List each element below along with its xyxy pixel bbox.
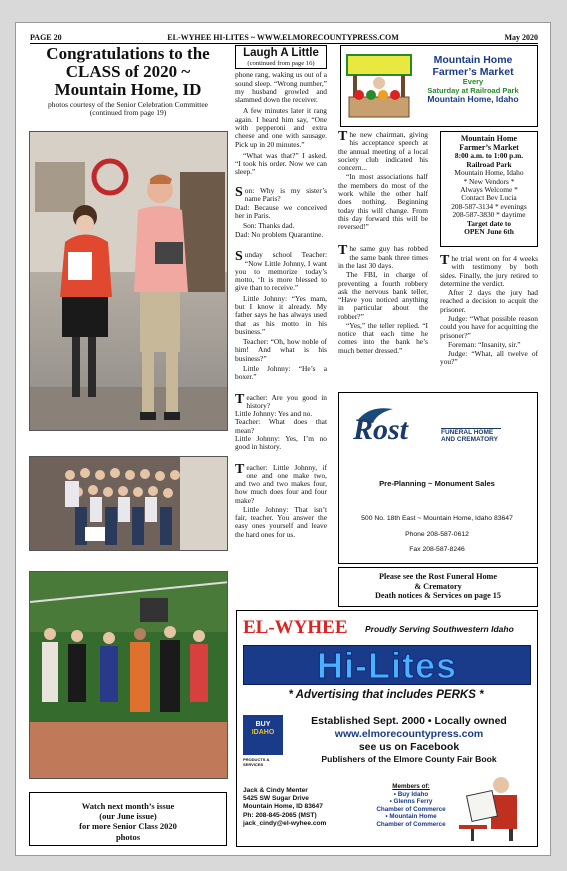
joke-bank-robber [338, 245, 428, 355]
laugh-title-box [235, 45, 327, 69]
ad-facebook: see us on Facebook [358, 741, 460, 754]
congrats-line3: Mountain Home, ID [54, 79, 202, 99]
joke-text: Dad: No problem Quarantine. [235, 230, 324, 240]
laugh-p1: phone rang, waking us out of a sound sleep. “Wrong number,” my husband growled and slammed down the receiver. [235, 70, 327, 105]
box-open: OPEN June 6th [464, 227, 514, 237]
joke-text: Judge: “What, all twelve of you?” [440, 349, 538, 367]
rost-name: Rost [353, 413, 409, 446]
joke-text: Little Johnny: That isn’t fair, teacher. You answer the easy ones yourself and leave the hard ones for us. [235, 504, 327, 539]
box-welcome: Always Welcome * [460, 184, 518, 194]
box-phone-daytime: 208-587-3830 * daytime [452, 210, 526, 220]
box-title2: Farmer’s Market [459, 143, 519, 153]
joke-text: on: Why is my sister’s name Paris? [244, 185, 327, 203]
laugh-continued: (continued from page 16) [247, 59, 315, 67]
box-city: Mountain Home, Idaho [454, 168, 524, 178]
continued-note: (continued from page 19) [89, 107, 167, 117]
watch-line2: (our June issue) [99, 811, 157, 822]
joke-text: Teacher: What does that mean? [235, 417, 327, 435]
produce-stand-icon [345, 53, 413, 121]
rost-contact [339, 511, 535, 558]
joke-text: Dad: Because we conceived her in Paris. [235, 203, 327, 221]
buy-idaho-1: BUY [255, 721, 271, 728]
ad-member-4: • Mountain Home [385, 813, 437, 821]
joke-text: Teacher: “Oh, how noble of him! And what is his business?” [235, 337, 327, 363]
box-vendors: * New Vendors * [463, 176, 515, 186]
group-illustration [30, 457, 228, 551]
ad-member-1: • Buy Idaho [393, 790, 429, 798]
joke-chairman [338, 131, 428, 231]
ad-url: www.elmorecountypress.com [334, 728, 484, 741]
joke-text: “In most associations half the members do most of the work while the other half does nothing. Beginning today this will change. From this day forward this will be reversed!” [338, 172, 428, 232]
congrats-heading [28, 45, 228, 117]
ad-contact [243, 787, 326, 828]
joke-text: Little Johnny: Yes, I’m no good in history. [235, 433, 327, 452]
ad-contact-email: jack_cindy@el-wyhee.com [243, 819, 327, 827]
watch-next-issue-box [29, 792, 227, 846]
ad-info [289, 715, 529, 765]
joke-sunday-school [235, 251, 327, 381]
dropcap: S [235, 184, 243, 200]
buy-idaho-3: PRODUCTS & SERVICES [243, 757, 270, 767]
rost-address: 500 No. 18th East ~ Mountain Home, Idaho 83647 [361, 515, 513, 522]
joke-text: Son: Thanks dad. [243, 220, 295, 230]
watch-line3: for more Senior Class 2020 [79, 821, 177, 832]
ad-serving: Proudly Serving Southwestern Idaho [365, 624, 514, 634]
box-title1: Mountain Home [460, 134, 518, 143]
market-every: Every [462, 77, 484, 87]
farmers-market-ad [340, 45, 538, 127]
joke-text: he new chairman, giving his acceptance speech at the annual meeting of a local society club indicated his concern... [338, 130, 428, 173]
students-illustration [30, 132, 228, 431]
farmers-market-box [440, 131, 538, 247]
column-four [440, 255, 538, 370]
dropcap: T [440, 253, 450, 268]
rost-fax: Fax 208-587-8246 [409, 546, 465, 554]
joke-paris [235, 184, 327, 240]
joke-text: eacher: Little Johnny, if one and one make two, and two and two makes four, how much does four and four make? [235, 462, 327, 505]
rost-preplanning: Pre-Planning ~ Monument Sales [379, 479, 495, 488]
dropcap: T [235, 391, 245, 407]
hilites-ad [236, 610, 538, 847]
joke-text: unday school Teacher: “Now Little Johnny, I want you to memorize today’s motto, ‘It is more blessed to give than to receive.” [235, 250, 327, 293]
laugh-p3: “What was that?” I asked. “I took his order. Now we can sleep.” [235, 150, 327, 177]
ad-contact-names: Jack & Cindy Menter [243, 787, 308, 794]
laugh-column [235, 45, 327, 545]
dropcap: T [338, 243, 348, 259]
column-three [338, 131, 428, 361]
header-masthead: EL-WYHEE HI-LITES ~ WWW.ELMORECOUNTYPRESS.COM [167, 33, 399, 42]
joke-four-and-four [235, 461, 327, 540]
joke-text: Little Johnny: “He’s a boxer.” [235, 363, 327, 382]
ad-member-2: • Glenns Ferry [389, 798, 433, 806]
photo-two-students [29, 131, 228, 431]
joke-text: he trial went on for 4 weeks with testimony by both sides. Finally, the jury retired to determine the verdict. [440, 254, 538, 288]
market-city: Mountain Home, Idaho [427, 94, 519, 105]
ad-brand: EL-WYHEE [243, 617, 348, 638]
laugh-title: Laugh A Little [243, 47, 319, 59]
congrats-line1: Congratulations to the [46, 44, 210, 63]
dropcap: T [235, 461, 245, 477]
joke-text: The FBI, in charge of preventing a fourth robbery ask the nervous bank teller, “Have you noticed anything in particular about the robber?” [338, 270, 428, 321]
header-date: May 2020 [504, 33, 538, 42]
market-sat: Saturday at Railroad Park [427, 85, 519, 95]
rost-sub2: AND CREMATORY [441, 436, 498, 444]
joke-text: he same guy has robbed the same bank three times in the last 30 days. [338, 244, 428, 270]
watch-line1: Watch next month’s issue [81, 801, 175, 811]
joke-text: “Yes,” the teller replied. “I notice that each time he comes into the bank he’s much better dressed.” [338, 320, 428, 355]
market-title2: Farmer’s Market [432, 66, 514, 79]
rost-notice-line2: & Crematory [414, 581, 462, 591]
ad-hilites-banner [243, 645, 531, 685]
dropcap: S [235, 249, 243, 265]
ad-perks: * Advertising that includes PERKS * [288, 689, 484, 701]
box-time: 8:00 a.m. to 1:00 p.m. [454, 151, 524, 161]
rost-sub1: FUNERAL HOME [441, 429, 494, 436]
ad-contact-city: Mountain Home, ID 83647 [243, 803, 323, 811]
market-ad-text [411, 54, 535, 105]
buy-idaho-logo [243, 715, 283, 755]
ad-established: Established Sept. 2000 • Locally owned [311, 715, 507, 727]
box-target: Target date to [466, 218, 512, 228]
joke-text: Little Johnny: Yes and no. [235, 409, 313, 419]
photo-royalty-court [29, 571, 228, 779]
joke-history [235, 391, 327, 452]
court-illustration [30, 572, 228, 779]
joke-text: Foreman: “Insanity, sir.” [448, 339, 521, 349]
ad-contact-phone: Ph: 208-845-2065 (MST) [243, 811, 317, 819]
dropcap: T [338, 129, 348, 144]
buy-idaho-2: IDAHO [251, 728, 275, 736]
rost-notice-line3: Death notices & Services on page 15 [375, 591, 501, 601]
box-phone-evenings: 208-587-3134 * evenings [451, 201, 527, 211]
laugh-p2: A few minutes later it rang again. I heard him say, “One with pepperoni and extra cheese and one with sausage. Pick up in 20 minutes.” [235, 106, 327, 149]
watch-line4: photos [115, 831, 141, 842]
page-header [30, 31, 538, 44]
joke-text: eacher: Are you good in history? [246, 392, 327, 410]
box-park: Railroad Park [466, 159, 512, 169]
rost-notice-line1: Please see the Rost Funeral Home [378, 572, 497, 581]
page-number: PAGE 20 [30, 33, 62, 42]
newspaper-reader-icon [451, 773, 531, 843]
joke-text: After 2 days the jury had reached a decision to acquit the prisoner. [440, 288, 538, 314]
rost-phone: Phone 208-587-0612 [405, 530, 469, 538]
newspaper-page [15, 22, 551, 856]
rost-subtitle [441, 428, 501, 443]
ad-members-of: Members of: [392, 783, 430, 790]
ad-member-5: Chamber of Commerce [376, 820, 446, 828]
photo-credit: photos courtesy of the Senior Celebration Committee [48, 99, 208, 109]
rost-funeral-ad [338, 392, 538, 564]
ad-member-3: Chamber of Commerce [376, 805, 446, 813]
joke-text: Little Johnny: “Yes mam, but I know it already. My father says he has always used that as his motto in his business.” [235, 293, 327, 336]
ad-memberships [375, 783, 447, 828]
box-contact: Contact Bev Lucia [461, 193, 517, 203]
ad-publishers: Publishers of the Elmore County Fair Book [321, 754, 497, 765]
market-title1: Mountain Home [433, 54, 513, 66]
ad-hilites: Hi-Lites [316, 645, 457, 686]
joke-text: Judge: “What possible reason could you have for acquitting the prisoner?” [440, 313, 538, 340]
congrats-line2: CLASS of 2020 ~ [65, 61, 191, 81]
ad-contact-street: 5425 SW Sugar Drive [243, 795, 309, 803]
photo-group-class [29, 456, 228, 551]
rost-notice-box [338, 567, 538, 607]
